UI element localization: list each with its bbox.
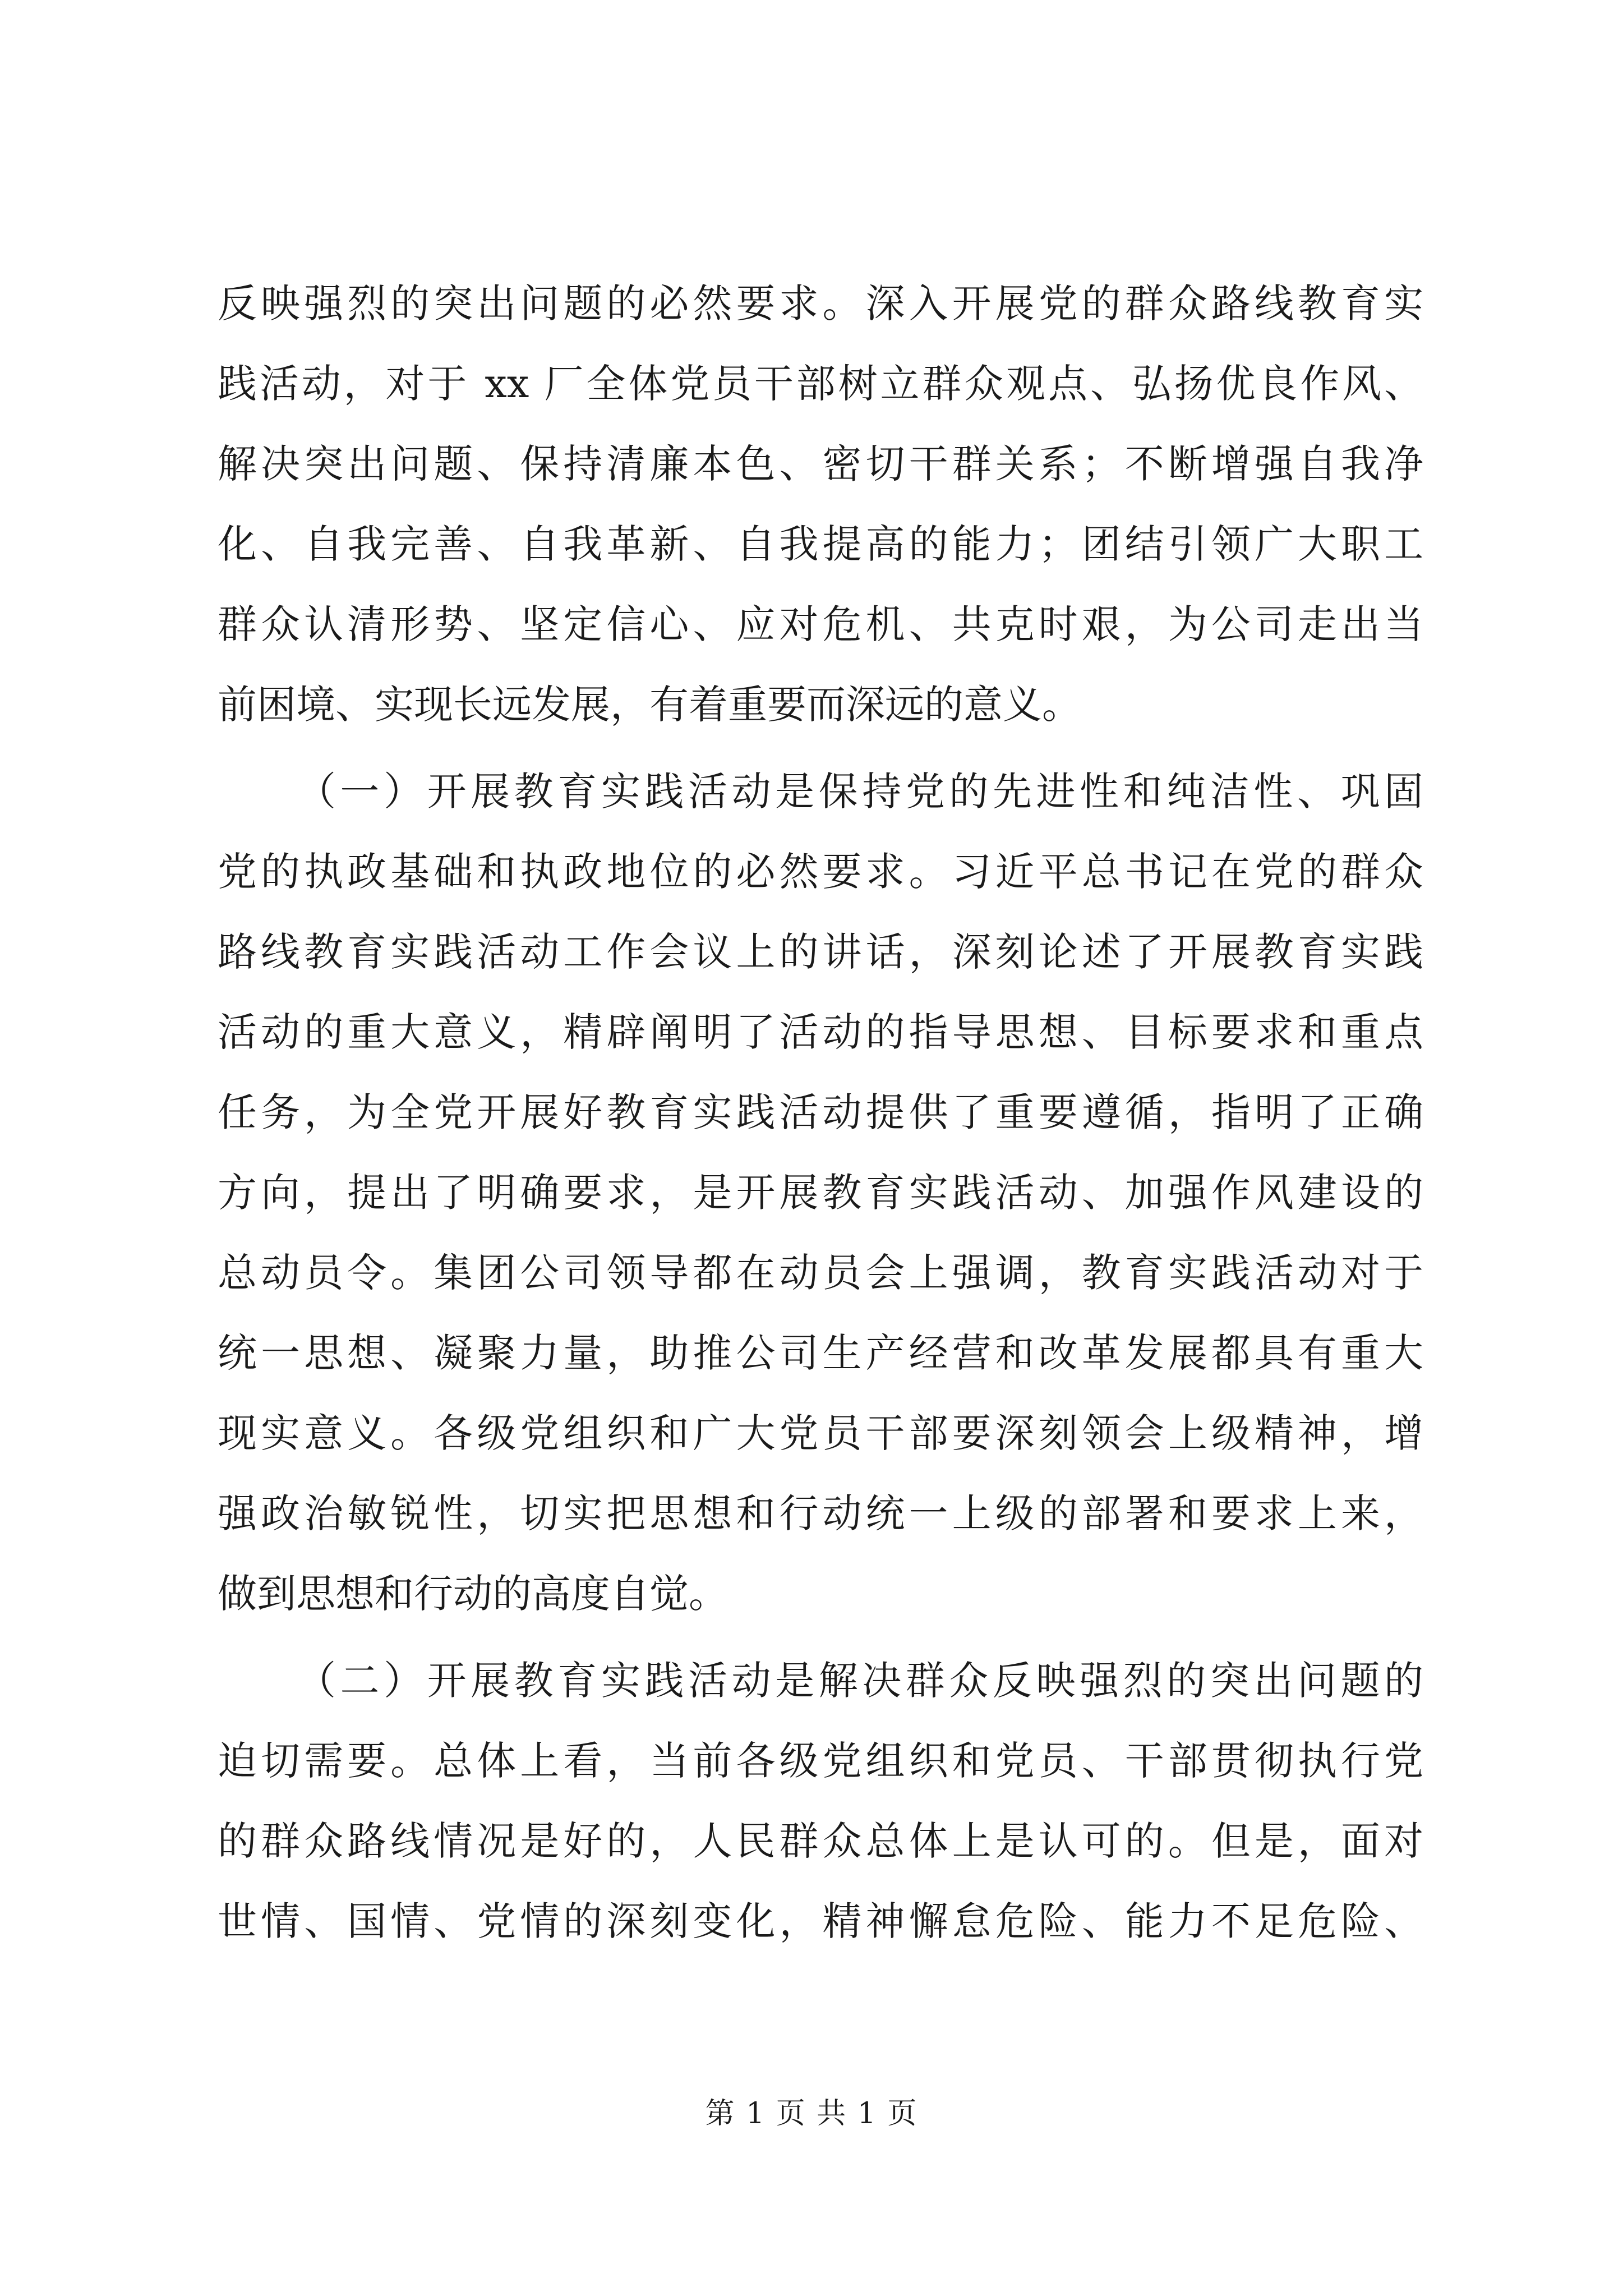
document-body [218,264,1423,1968]
text-line: 反映强烈的突出问题的必然要求。深入开展党的群众路线教育实 [218,280,1423,326]
text-line: 前困境、实现长远发展，有着重要而深远的意义。 [218,682,1081,728]
text-line: 迫切需要。总体上看，当前各级党组织和党员、干部贯彻执行党 [218,1738,1423,1784]
text-line: （二）开展教育实践活动是解决群众反映强烈的突出问题的 [297,1658,1423,1704]
text-line: 解决突出问题、保持清廉本色、密切干群关系；不断增强自我净 [218,441,1423,487]
page-number-footer: 第 1 页 共 1 页 [705,2097,918,2131]
text-line: 总动员令。集团公司领导都在动员会上强调，教育实践活动对于 [218,1250,1423,1296]
text-line: 统一思想、凝聚力量，助推公司生产经营和改革发展都具有重大 [218,1330,1423,1376]
text-line: 方向，提出了明确要求，是开展教育实践活动、加强作风建设的 [218,1170,1423,1216]
text-line: 活动的重大意义，精辟阐明了活动的指导思想、目标要求和重点 [218,1009,1423,1055]
text-line: 践活动，对于 xx 厂全体党员干部树立群众观点、弘扬优良作风、 [218,361,1423,407]
text-line: 做到思想和行动的高度自觉。 [218,1571,728,1617]
text-line: 党的执政基础和执政地位的必然要求。习近平总书记在党的群众 [218,849,1423,895]
text-line: 路线教育实践活动工作会议上的讲话，深刻论述了开展教育实践 [218,929,1423,975]
paragraph-2 [218,752,1423,1634]
text-line: 任务，为全党开展好教育实践活动提供了重要遵循，指明了正确 [218,1089,1423,1135]
text-line: 世情、国情、党情的深刻变化，精神懈怠危险、能力不足危险、 [218,1898,1423,1944]
text-line: （一）开展教育实践活动是保持党的先进性和纯洁性、巩固 [297,769,1423,815]
paragraph-3 [218,1641,1423,1962]
text-line: 的群众路线情况是好的，人民群众总体上是认可的。但是，面对 [218,1818,1423,1864]
text-line: 群众认清形势、坚定信心、应对危机、共克时艰，为公司走出当 [218,601,1423,647]
text-line: 强政治敏锐性，切实把思想和行动统一上级的部署和要求上来， [218,1490,1423,1536]
text-line: 现实意义。各级党组织和广大党员干部要深刻领会上级精神，增 [218,1410,1423,1456]
paragraph-1 [218,264,1423,745]
text-line: 化、自我完善、自我革新、自我提高的能力；团结引领广大职工 [218,521,1423,567]
